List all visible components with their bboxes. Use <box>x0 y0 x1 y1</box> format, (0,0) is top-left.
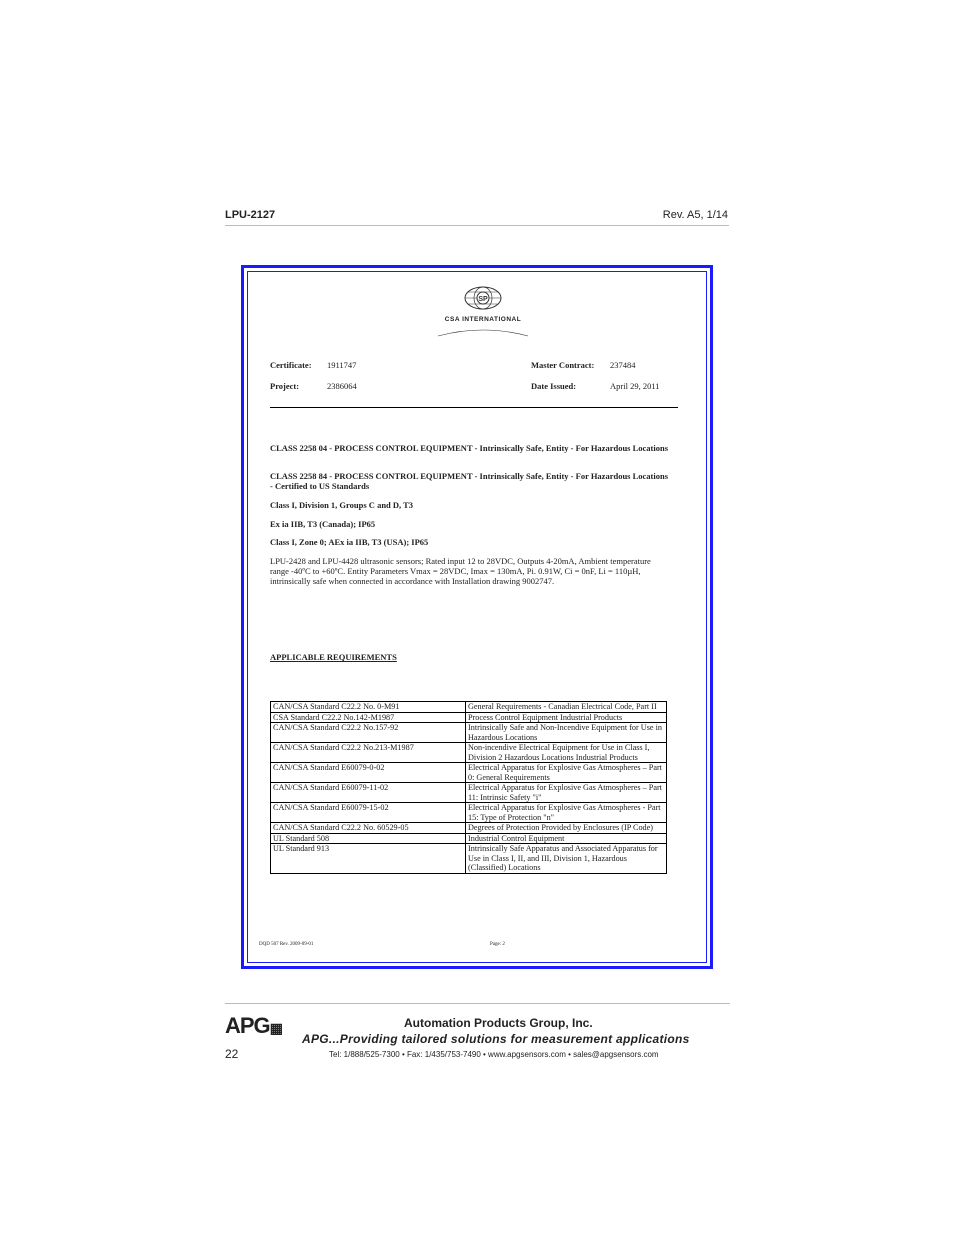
certificate-inner-border <box>247 271 707 963</box>
class-2258-84: CLASS 2258 84 - PROCESS CONTROL EQUIPMENT - Intrinsically Safe, Entity - For Hazardous Locations - Certified to US Standards <box>270 471 669 491</box>
header-divider <box>225 225 729 226</box>
applicable-requirements-heading: APPLICABLE REQUIREMENTS <box>270 652 397 662</box>
tagline: APG...Providing tailored solutions for measurement applications <box>302 1032 690 1046</box>
csa-logo <box>433 286 533 338</box>
class-2258-04: CLASS 2258 04 - PROCESS CONTROL EQUIPMENT - Intrinsically Safe, Entity - For Hazardous Locations <box>270 443 669 453</box>
requirement-title: Industrial Control Equipment <box>466 833 667 844</box>
cert-page: Page: 2 <box>490 942 505 947</box>
requirement-title: Intrinsically Safe Apparatus and Associated Apparatus for Use in Class I, II, and III, Division 1, Hazardous (Classified) Locations <box>466 844 667 874</box>
requirement-standard: CAN/CSA Standard E60079-15-02 <box>271 803 466 823</box>
requirement-standard: CAN/CSA Standard E60079-11-02 <box>271 783 466 803</box>
contact-info: Tel: 1/888/525-7300 • Fax: 1/435/753-7490 • www.apgsensors.com • sales@apgsensors.com <box>329 1050 659 1059</box>
table-row <box>271 844 667 874</box>
csa-logo-text: CSA INTERNATIONAL <box>444 316 522 323</box>
product-description: LPU-2428 and LPU-4428 ultrasonic sensors; Rated input 12 to 28VDC, Outputs 4-20mA, Ambient temperature range -40ºC to +60ºC. Entity Parameters Vmax = 28VDC, Imax = 130mA, Pi. 0.91W, Ci = 0nF, Li = 110µH, intrinsically safe when connected in accordance with Installation drawing 9002747. <box>270 556 651 586</box>
certificate-frame <box>241 265 713 969</box>
table-row <box>271 702 667 713</box>
requirement-standard: CSA Standard C22.2 No.142-M1987 <box>271 712 466 723</box>
date-issued-value: April 29, 2011 <box>610 381 660 391</box>
doc-id: LPU-2127 <box>225 209 276 221</box>
requirement-title: Degrees of Protection Provided by Enclosures (IP Code) <box>466 823 667 834</box>
form-id: DQD 507 Rev. 2009-09-01 <box>259 942 314 947</box>
table-row <box>271 723 667 743</box>
requirements-table <box>270 701 667 874</box>
requirement-standard: CAN/CSA Standard C22.2 No. 60529-05 <box>271 823 466 834</box>
hazard-class-division: Class I, Division 1, Groups C and D, T3 <box>270 500 414 510</box>
table-row <box>271 803 667 823</box>
footer-divider <box>225 1003 730 1004</box>
requirement-standard: UL Standard 913 <box>271 844 466 874</box>
requirement-standard: CAN/CSA Standard C22.2 No. 0-M91 <box>271 702 466 713</box>
requirement-standard: UL Standard 508 <box>271 833 466 844</box>
apg-logo-grid-icon: ▦ <box>269 1020 283 1036</box>
certificate-value: 1911747 <box>327 360 357 370</box>
table-row <box>271 833 667 844</box>
requirement-title: Process Control Equipment Industrial Products <box>466 712 667 723</box>
requirement-standard: CAN/CSA Standard E60079-0-02 <box>271 763 466 783</box>
table-row <box>271 763 667 783</box>
revision: Rev. A5, 1/14 <box>662 209 728 221</box>
hazard-zone-usa: Class I, Zone 0; AEx ia IIB, T3 (USA); IP65 <box>270 537 429 547</box>
csa-globe-icon <box>433 286 533 338</box>
hazard-ex-canada: Ex ia IIB, T3 (Canada); IP65 <box>270 519 376 529</box>
date-issued-label: Date Issued: <box>531 381 577 391</box>
requirement-title: Non-incendive Electrical Equipment for Use in Class I, Division 2 Hazardous Locations Industrial Products <box>466 743 667 763</box>
certificate-label: Certificate: <box>270 360 312 370</box>
project-label: Project: <box>270 381 300 391</box>
requirement-title: Electrical Apparatus for Explosive Gas Atmospheres - Part 15: Type of Protection "n" <box>466 803 667 823</box>
master-contract-value: 237484 <box>610 360 636 370</box>
requirement-title: Electrical Apparatus for Explosive Gas Atmospheres – Part 11: Intrinsic Safety "i" <box>466 783 667 803</box>
company-name: Automation Products Group, Inc. <box>404 1016 593 1030</box>
requirement-title: Electrical Apparatus for Explosive Gas Atmospheres – Part 0: General Requirements <box>466 763 667 783</box>
requirement-standard: CAN/CSA Standard C22.2 No.157-92 <box>271 723 466 743</box>
apg-logo: APG▦ <box>225 1013 283 1038</box>
svg-text:SP: SP <box>478 296 488 303</box>
page-number: 22 <box>225 1047 239 1061</box>
project-value: 2386064 <box>327 381 357 391</box>
requirement-standard: CAN/CSA Standard C22.2 No.213-M1987 <box>271 743 466 763</box>
master-contract-label: Master Contract: <box>531 360 595 370</box>
requirement-title: General Requirements - Canadian Electrical Code, Part II <box>466 702 667 713</box>
table-row <box>271 743 667 763</box>
table-row <box>271 823 667 834</box>
section-rule <box>270 407 678 408</box>
table-row <box>271 783 667 803</box>
requirement-title: Intrinsically Safe and Non-Incendive Equipment for Use in Hazardous Locations <box>466 723 667 743</box>
table-row <box>271 712 667 723</box>
